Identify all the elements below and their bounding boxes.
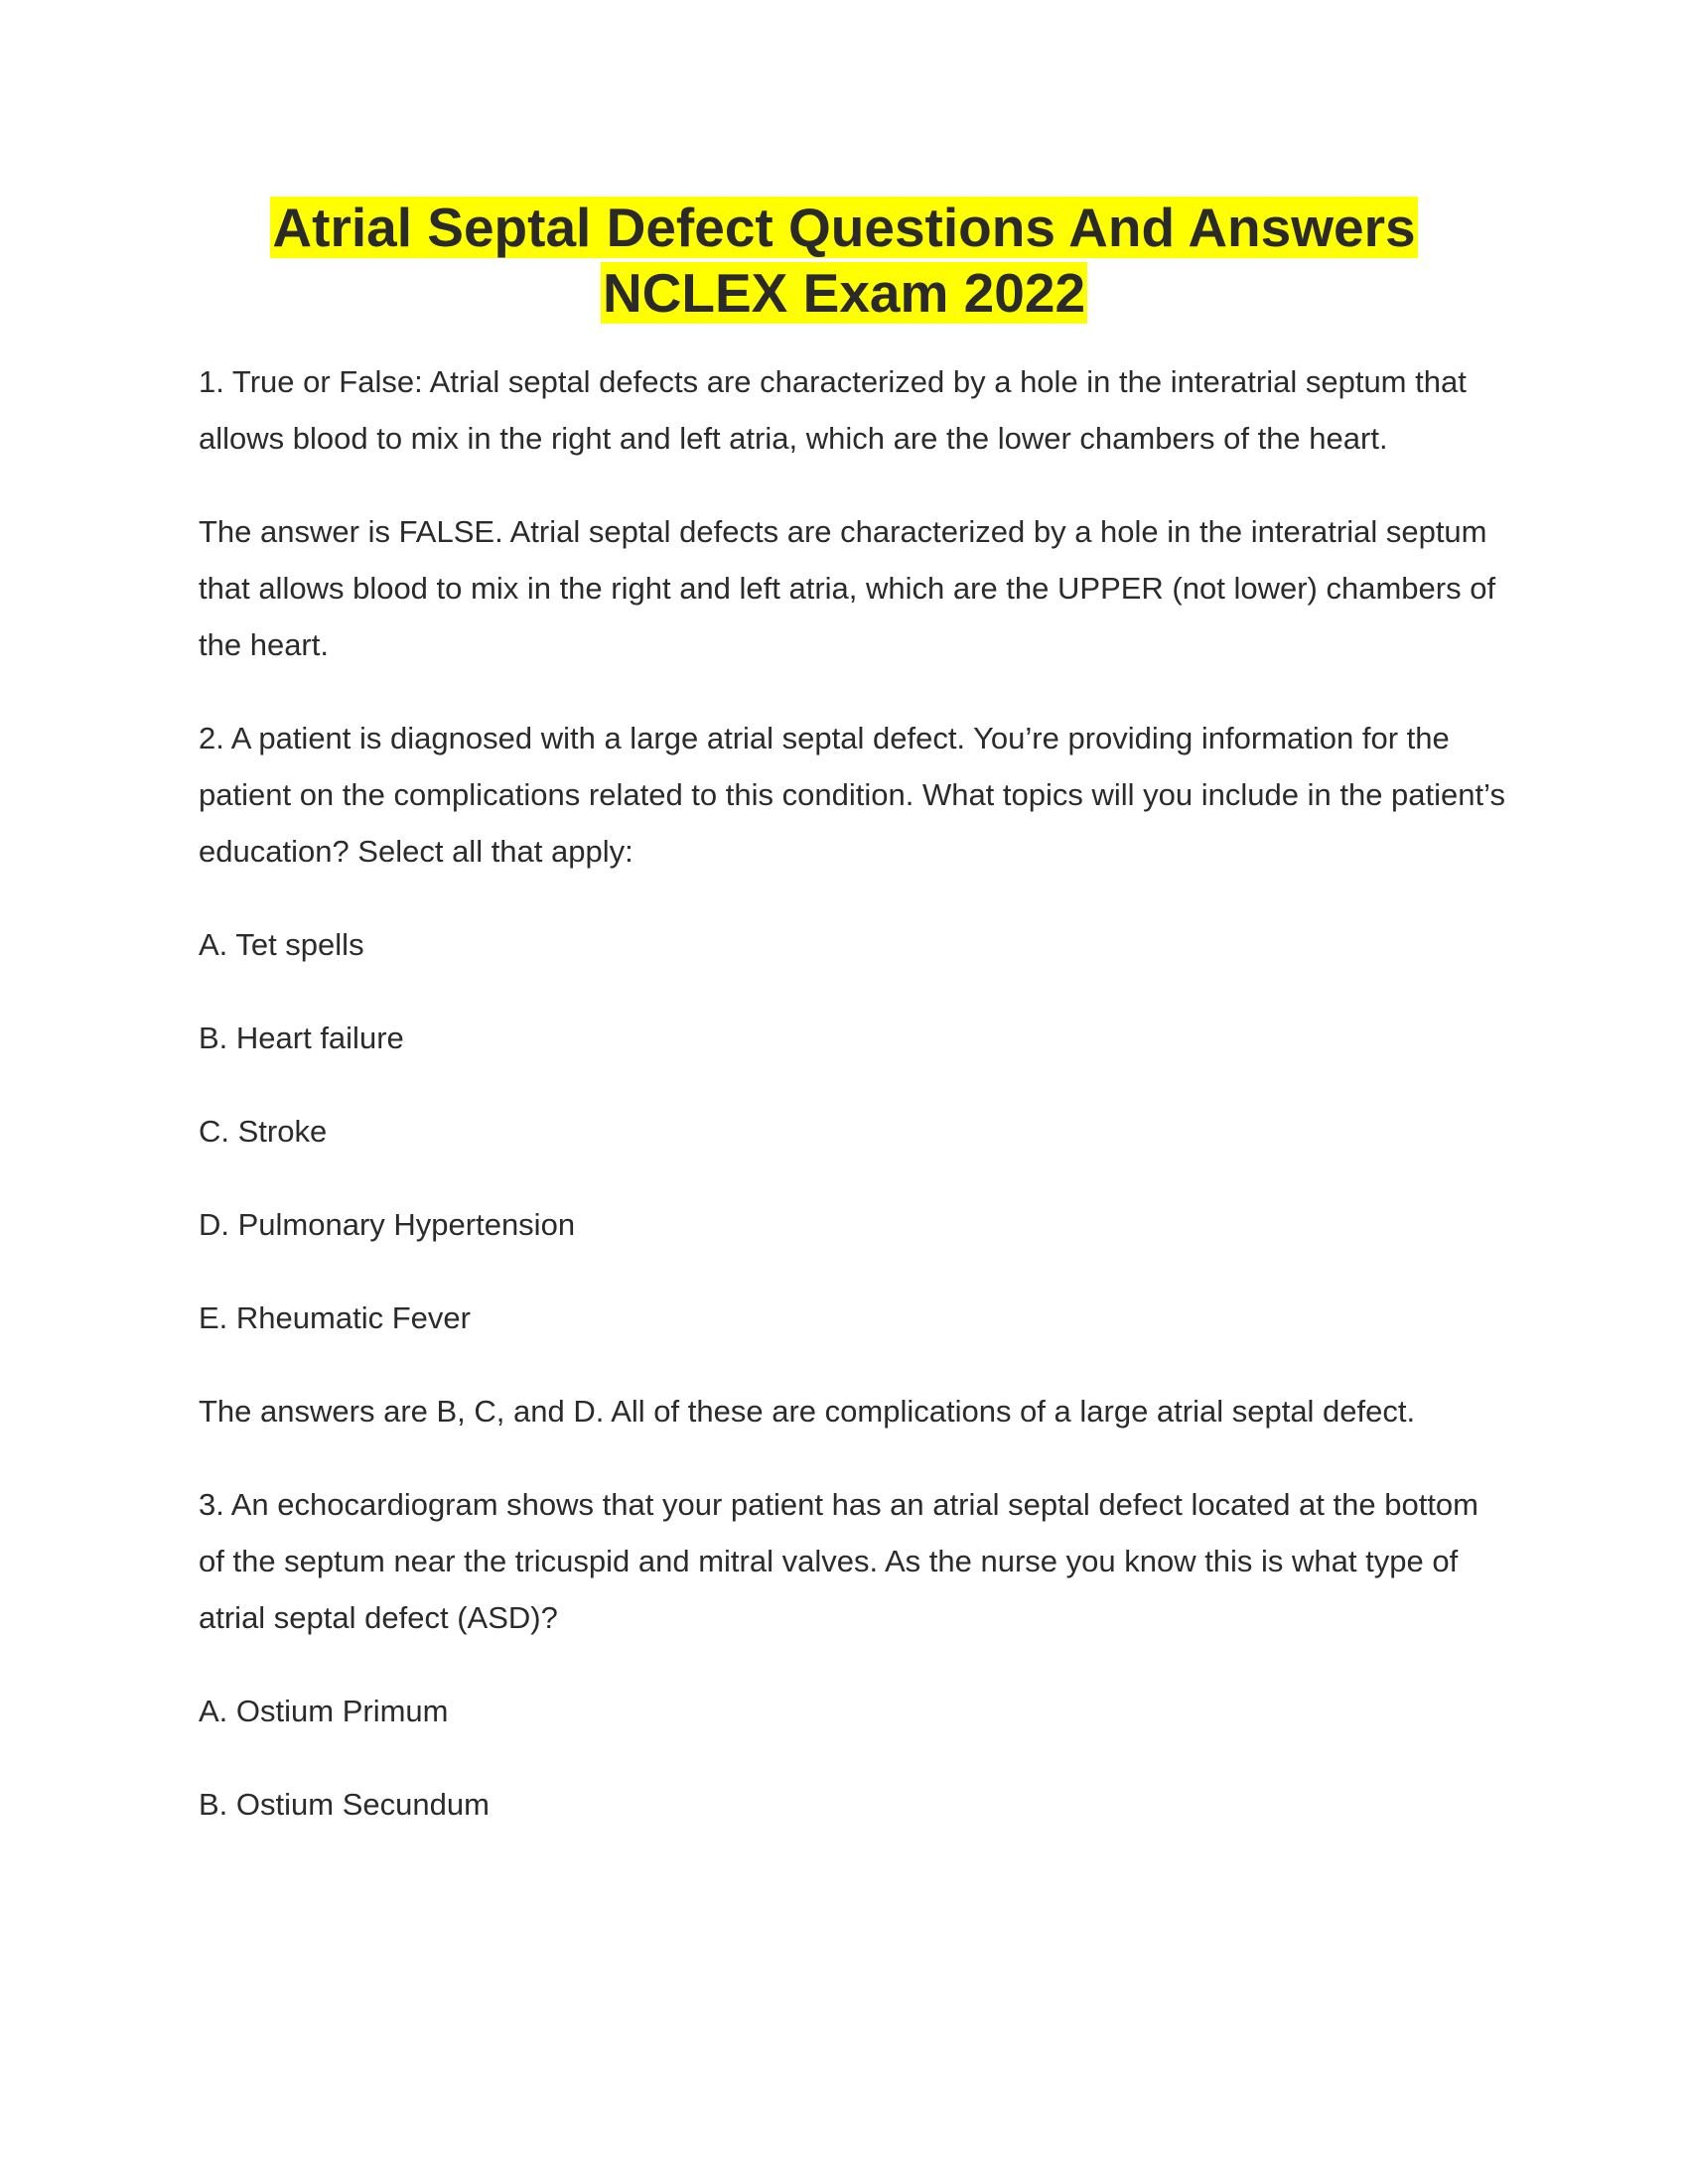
question-2: 2. A patient is diagnosed with a large atrial septal defect. You’re providing information for the patient on the complications related to this condition. What topics will you include in the patient’s education? Select all that apply: xyxy=(199,721,1505,869)
answer-1: The answer is FALSE. Atrial septal defects are characterized by a hole in the interatrial septum that allows blood to mix in the right and left atria, which are the UPPER (not lower) chambers of the heart. xyxy=(199,514,1496,662)
title-line-1: Atrial Septal Defect Questions And Answers xyxy=(272,197,1416,258)
question-1: 1. True or False: Atrial septal defects are characterized by a hole in the interatrial septum that allows blood to mix in the right and left atria, which are the lower chambers of the heart. xyxy=(199,364,1467,456)
answer-2: The answers are B, C, and D. All of these are complications of a large atrial septal defect. xyxy=(199,1394,1416,1429)
question-2-option-c: C. Stroke xyxy=(199,1114,328,1149)
question-2-option-e: E. Rheumatic Fever xyxy=(199,1300,471,1335)
question-2-option-a: A. Tet spells xyxy=(199,927,364,962)
question-3-option-b: B. Ostium Secundum xyxy=(199,1787,490,1822)
title-line-2: NCLEX Exam 2022 xyxy=(602,262,1086,324)
question-2-option-b: B. Heart failure xyxy=(199,1021,404,1055)
document-body xyxy=(199,353,1509,1869)
page-title xyxy=(199,195,1489,326)
question-3: 3. An echocardiogram shows that your patient has an atrial septal defect located at the bottom of the septum near the tricuspid and mitral valves. As the nurse you know this is what type of atrial septal defect (ASD)? xyxy=(199,1487,1478,1635)
question-2-option-d: D. Pulmonary Hypertension xyxy=(199,1207,576,1242)
question-3-option-a: A. Ostium Primum xyxy=(199,1694,449,1728)
